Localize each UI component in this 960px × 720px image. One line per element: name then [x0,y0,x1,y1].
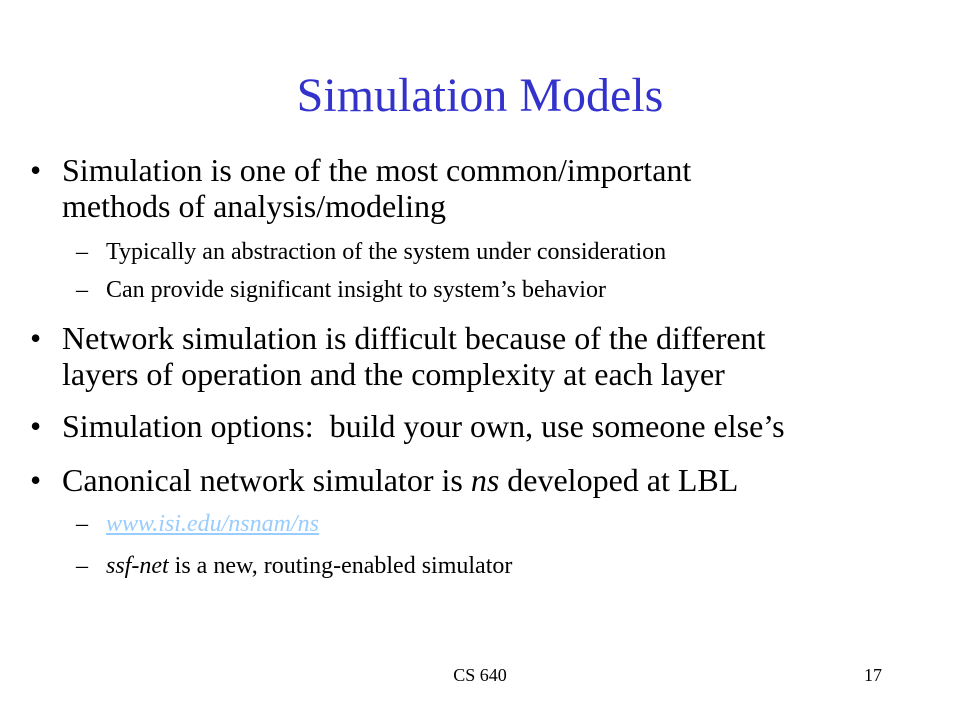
sub-bullet-abstraction [26,238,926,266]
ns-name: ns [470,462,500,498]
bullet-network-simulation [26,320,926,392]
sub-bullet-text: Can provide significant insight to system’s behavior [106,277,606,303]
bullet-text-line: layers of operation and the complexity at each layer [62,356,725,392]
bullet-dot: • [30,408,42,444]
sub-bullet-insight [26,276,926,304]
bullet-text-prefix: Canonical network simulator is [62,462,471,498]
bullet-canonical-simulator [26,462,926,498]
bullet-text: Simulation options: build your own, use someone else’s [62,408,785,444]
bullet-dot: • [30,462,42,498]
bullet-text-suffix: developed at LBL [499,462,739,498]
bullet-simulation-options [26,408,926,444]
sub-bullet-ns-link [26,510,926,538]
slide-body [26,152,926,580]
ssfnet-name: ssf-net [106,553,169,579]
page-number: 17 [864,665,882,685]
bullet-text-line: methods of analysis/modeling [62,188,446,224]
ns-website-link[interactable]: www.isi.edu/nsnam/ns [106,511,319,537]
bullet-dot: • [30,320,42,356]
bullet-text-line: Network simulation is difficult because of the different [62,320,766,356]
bullet-simulation-common [26,152,926,224]
slide-title: Simulation Models [296,69,664,122]
sub-bullet-dash: – [76,239,88,265]
sub-bullet-dash: – [76,553,88,579]
sub-bullet-text: is a new, routing-enabled simulator [168,553,513,579]
sub-bullet-dash: – [76,277,88,303]
sub-bullet-dash: – [76,511,88,537]
bullet-dot: • [30,152,42,188]
sub-bullet-ssfnet [26,552,926,580]
bullet-text-line: Simulation is one of the most common/important [62,152,692,188]
footer-course: CS 640 [453,665,507,685]
sub-bullet-text: Typically an abstraction of the system under consideration [106,239,667,265]
